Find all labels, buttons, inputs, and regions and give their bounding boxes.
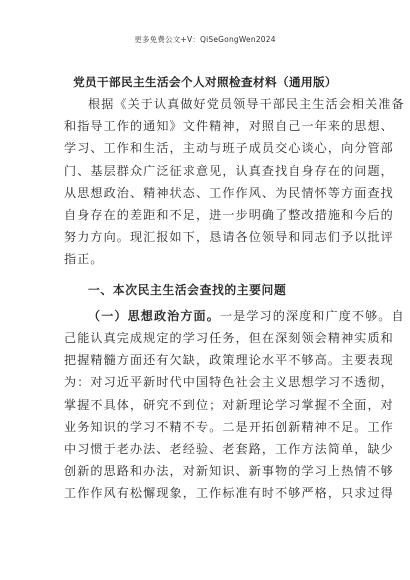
sub-heading: （一）思想政治方面。: [88, 308, 220, 323]
body-line: 努力方向。现汇报如下，恳请各位领导和同志们予以批评: [64, 230, 394, 245]
document-title: 党员干部民主生活会个人对照检查材料（通用版）: [73, 75, 337, 89]
body-line: 指正。: [64, 252, 104, 267]
body-line: 和指导工作的通知》文件精神，对照自己一年来的思想、: [64, 119, 394, 134]
body-line: 创新的思路和办法，对新知识、新事物的学习上热情不够: [64, 464, 394, 479]
body-line: 学习、工作和生活，主动与班子成员交心谈心，向分管部: [64, 141, 394, 156]
body-line: 业务知识的学习不精不专。二是开拓创新精神不足。工作: [64, 419, 394, 434]
body-line: 工作作风有松懈现象，工作标准有时不够严格，只求过得: [64, 486, 394, 501]
body-line: 掌握不具体，研究不到位；对新理论学习掌握不全面，对: [64, 397, 394, 412]
body-line-with-subheading: [64, 305, 405, 327]
body-line: 门、基层群众广泛征求意见，认真查找自身存在的问题，: [64, 163, 394, 178]
body-line: 为：对习近平新时代中国特色社会主义思想学习不透彻，: [64, 375, 394, 390]
body-line: 把握精髓方面还有欠缺，政策理论水平不够高。主要表现: [64, 353, 394, 368]
body-line: 根据《关于认真做好党员领导干部民主生活会相关准备: [88, 97, 405, 111]
body-line: 己能认真完成规定的学习任务，但在深刻领会精神实质和: [64, 331, 394, 346]
document-body: [64, 93, 405, 505]
body-line: 中习惯于老办法、老经验、老套路，工作方法简单，缺少: [64, 442, 394, 457]
section-heading: 一、本次民主生活会查找的主要问题: [88, 282, 287, 297]
body-line: 从思想政治、精神状态、工作作风、为民情怀等方面查找: [64, 185, 394, 200]
header-note: 更多免费公文+V：QiSeGongWen2024: [134, 35, 276, 44]
body-line: 自身存在的差距和不足，进一步明确了整改措施和今后的: [64, 208, 394, 223]
body-line-text: 一是学习的深度和广度不够。自: [219, 308, 405, 323]
